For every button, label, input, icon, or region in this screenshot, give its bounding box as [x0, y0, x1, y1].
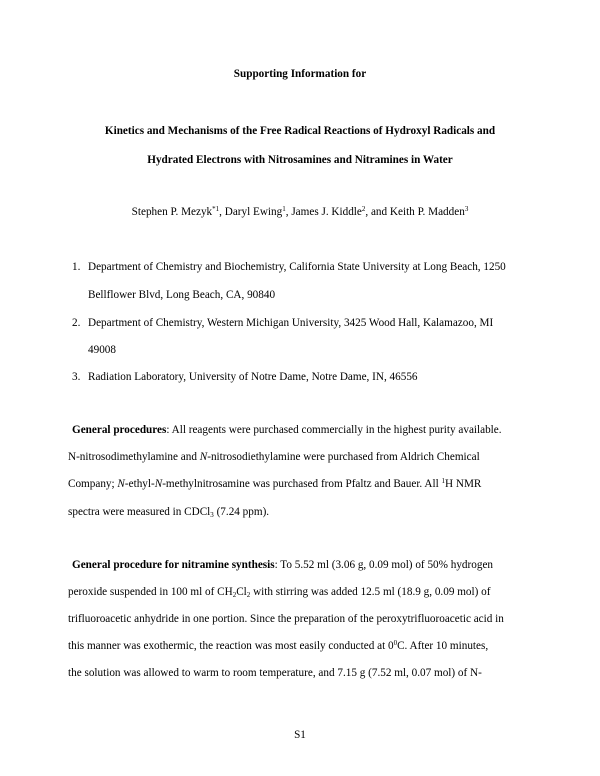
author-list [0, 206, 600, 218]
author-affiliation-marker: 3 [464, 205, 469, 213]
affiliation-1 [72, 261, 506, 273]
paragraph-text: (7.24 ppm). [213, 506, 270, 518]
general-procedures-line-1 [72, 424, 502, 436]
paragraph-text: C. After 10 minutes, [397, 640, 489, 652]
superscript: 1 [441, 477, 445, 485]
paragraph-text: -methylnitrosamine was purchased from Pfaltz and Bauer. All [162, 478, 442, 490]
author-name: , James J. Kiddle [285, 206, 362, 218]
affiliation-number: 3. [72, 371, 81, 383]
general-procedures-line-4 [68, 506, 269, 518]
author-affiliation-marker: *1 [212, 205, 220, 213]
author-name: , Daryl Ewing [219, 206, 283, 218]
paper-title-line-1: Kinetics and Mechanisms of the Free Radical Reactions of Hydroxyl Radicals and [104, 125, 496, 137]
affiliation-2-continued: 49008 [88, 344, 116, 356]
page-number: S1 [294, 729, 306, 741]
affiliation-text: Radiation Laboratory, University of Notre Dame, Notre Dame, IN, 46556 [88, 371, 418, 383]
paragraph-text: -nitrosodiethylamine were purchased from Aldrich Chemical [207, 451, 480, 463]
paragraph-text: peroxide suspended in 100 ml of CH [68, 586, 233, 598]
affiliation-text: Department of Chemistry, Western Michigan University, 3425 Wood Hall, Kalamazoo, MI [88, 317, 494, 329]
affiliation-2 [72, 317, 493, 329]
subscript: 3 [210, 511, 214, 519]
nitramine-line-2 [68, 586, 490, 598]
nitramine-line-3: trifluoroacetic anhydride in one portion. Since the preparation of the peroxytrifluoroacetic acid in [68, 613, 504, 625]
general-procedures-line-3 [68, 478, 481, 490]
author-name: , and Keith P. Madden [365, 206, 465, 218]
paragraph-text: with stirring was added 12.5 ml (18.9 g, 0.09 mol) of [250, 586, 491, 598]
subscript: 2 [246, 591, 251, 599]
general-procedures-line-2 [68, 451, 480, 463]
paragraph-text: N-nitrosodimethylamine and [68, 451, 200, 463]
author-affiliation-marker: 1 [282, 205, 286, 213]
author-name: Stephen P. Mezyk [131, 206, 213, 218]
nitramine-heading: General procedure for nitramine synthesis [72, 559, 275, 571]
paragraph-text: this manner was exothermic, the reaction was most easily conducted at 0 [68, 640, 394, 652]
italic-text: N [154, 478, 163, 490]
nitramine-line-4 [68, 640, 488, 652]
author-affiliation-marker: 2 [361, 205, 366, 213]
paragraph-text: Company; [68, 478, 118, 490]
paragraph-text: : To 5.52 ml (3.06 g, 0.09 mol) of 50% hydrogen [274, 559, 493, 571]
paragraph-text: -ethyl- [124, 478, 155, 490]
affiliation-number: 2. [72, 317, 81, 329]
paragraph-text: Cl [236, 586, 247, 598]
affiliation-number: 1. [72, 261, 81, 273]
affiliation-text: Department of Chemistry and Biochemistry, California State University at Long Beach, 1250 [88, 261, 506, 273]
paper-title-line-2: Hydrated Electrons with Nitrosamines and Nitramines in Water [147, 154, 453, 166]
nitramine-line-5: the solution was allowed to warm to room temperature, and 7.15 g (7.52 ml, 0.07 mol) of N- [68, 667, 482, 679]
nitramine-line-1 [72, 559, 493, 571]
subscript: 2 [232, 591, 237, 599]
paragraph-text: H NMR [445, 478, 482, 490]
paragraph-text: : All reagents were purchased commercially in the highest purity available. [166, 424, 502, 436]
general-procedures-heading: General procedures [72, 424, 167, 436]
affiliation-3 [72, 371, 418, 383]
affiliation-1-continued: Bellflower Blvd, Long Beach, CA, 90840 [88, 289, 276, 301]
italic-text: N [199, 451, 208, 463]
italic-text: N [117, 478, 125, 490]
paragraph-text: spectra were measured in CDCl [68, 506, 211, 518]
supporting-info-heading: Supporting Information for [233, 68, 367, 80]
superscript: 0 [393, 639, 398, 647]
